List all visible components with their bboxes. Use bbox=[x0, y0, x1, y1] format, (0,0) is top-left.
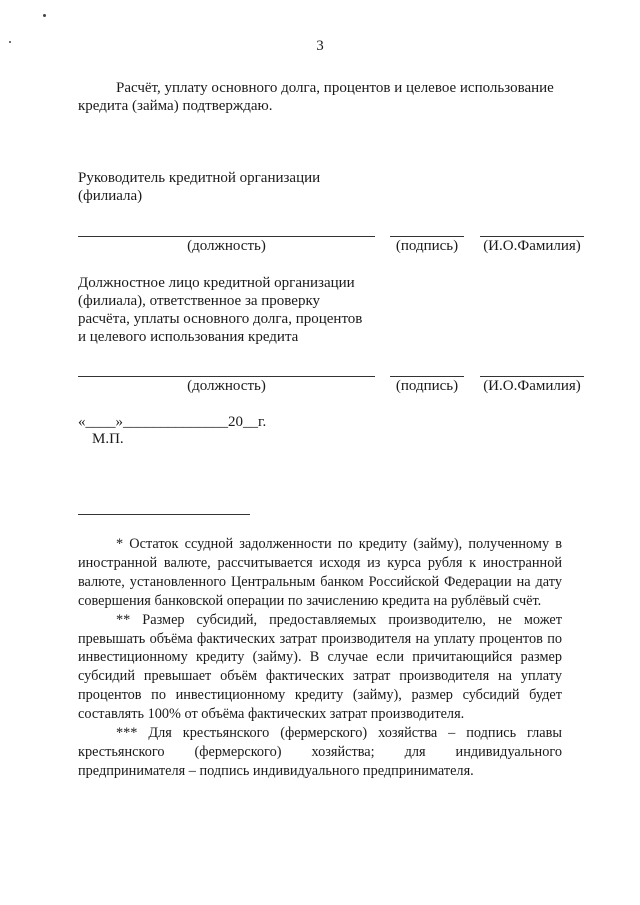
signature-line bbox=[390, 376, 464, 377]
position-signature-line bbox=[78, 376, 375, 377]
name-signature-line bbox=[480, 376, 584, 377]
scan-speck bbox=[43, 14, 46, 17]
position-caption: (должность) bbox=[187, 238, 266, 254]
page-number: 3 bbox=[316, 38, 324, 54]
confirmation-text: Расчёт, уплату основного долга, процентов и целевое использование кредита (займа) подтверждаю. bbox=[78, 80, 554, 114]
footnotes bbox=[78, 535, 562, 781]
footnote-separator bbox=[78, 514, 250, 515]
footnote-1: * Остаток ссудной задолженности по кредиту (займу), полученному в иностранной валюте, рассчитывается исходя из курса рубля к иностранной валюте, установленного Центральным банком Российской Федерации на дату совершения банковской операции по зачислению кредита на рублёвый счёт. bbox=[78, 536, 562, 609]
name-signature-line bbox=[480, 236, 584, 237]
signature-caption: (подпись) bbox=[395, 238, 459, 254]
heading-line: (филиала) bbox=[78, 188, 143, 204]
name-caption: (И.О.Фамилия) bbox=[483, 378, 581, 394]
heading-line: расчёта, уплаты основного долга, процентов bbox=[78, 311, 363, 327]
heading-line: и целевого использования кредита bbox=[78, 329, 299, 345]
position-signature-line bbox=[78, 236, 375, 237]
position-caption: (должность) bbox=[187, 378, 266, 394]
name-caption: (И.О.Фамилия) bbox=[483, 238, 581, 254]
footnote-2: ** Размер субсидий, предоставляемых производителю, не может превышать объёма фактических затрат производителя на уплату процентов по инвестиционному кредиту (займу). В случае если причитающийся размер субсидий превышает объём фактических затрат производителя на уплату процентов по инвестиционному кредиту (займу), размер субсидий будет составлять 100% от объёма фактических затрат производителя. bbox=[78, 611, 562, 723]
heading-line: Должностное лицо кредитной организации bbox=[78, 275, 355, 291]
footnote-3: *** Для крестьянского (фермерского) хозяйства – подпись главы крестьянского (фермерского) хозяйства; для индивидуального предпринимателя – подпись индивидуального предпринимателя. bbox=[78, 725, 562, 779]
heading-line: (филиала), ответственное за проверку bbox=[78, 293, 321, 309]
date-line: «____»______________20__г. bbox=[78, 414, 267, 430]
signature-line bbox=[390, 236, 464, 237]
heading-line: Руководитель кредитной организации bbox=[78, 170, 321, 186]
stamp-label: М.П. bbox=[92, 431, 124, 447]
responsible-official-heading bbox=[78, 274, 388, 346]
head-of-credit-organization-heading bbox=[78, 169, 378, 205]
signature-caption: (подпись) bbox=[395, 378, 459, 394]
